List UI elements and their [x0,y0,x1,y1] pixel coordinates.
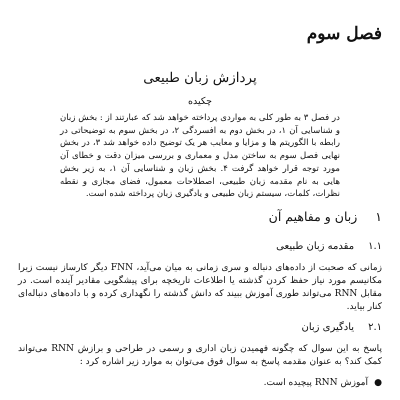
section-number: ۱ [375,209,382,224]
subsection-heading [18,241,382,252]
section-heading [18,209,382,224]
document-title: پردازش زبان طبیعی [143,70,257,86]
subsection-heading [18,322,382,333]
list-item-text: آموزش RNN پیچیده است. [263,378,369,388]
abstract-heading: چکیده [188,96,212,107]
bullet-icon: ● [374,378,382,388]
chapter-title: فصل سوم [306,24,382,44]
subsection-title: مقدمه زبان طبیعی [276,241,355,252]
subsection-number: ۱.۱ [368,241,382,252]
abstract-text: در فصل ۳ به طور کلی به مواردی پرداخته خواهد شد که عبارتند از : بخش زبان و شناسایی آن ۱، در بخش دوم به افسردگی ۲، در بخش سوم به توضیحاتی در رابطه با الگوریتم ها و مزایا و معایب هر یک توضیح داده خواهد شد ۳، در بخش نهایی فصل سوم به ساختن مدل و معماری و بررسی میزان دقت و خطای آن مورد توجه قرار خواهد گرفت ۴. بخش زبان و شناسایی آن ۱، به زیر بخش هایی به نام مقدمه زبان طبیعی، اصطلاحات معمول، فضای مجازی و نقطه نظرات، کلمات، سیستم زبان طبیعی و یادگیری زبان پرداخته شده است. [60,113,341,200]
subsection-paragraph: پاسخ به این سوال که چگونه فهمیدن زبان اداری و رسمی در طراحی و برازش RNN می‌تواند کمک کند؟ به عنوان مقدمه پاسخ به سوال فوق می‌توان به موارد زیر اشاره کرد : [18,344,382,367]
subsection-number: ۲.۱ [368,322,382,333]
subsection-paragraph: زمانی که صحبت از داده‌های دنباله و سری زمانی به میان می‌آید، FNN دیگر کارساز نیست زیرا مکانیسم مورد نیاز حفظ کردن گذشته یا اطلاعات تاریخچه برای پیشگویی مقادیر آینده است. در مقابل RNN می‌تواند طوری آموزش ببیند که دانش گذشته را نگهداری کرده و با داده‌های دنباله‌ای کنار بیاید. [18,263,382,312]
subsection-title: یادگیری زبان [301,322,355,333]
list-item [18,378,382,388]
section-title: زبان و مفاهیم آن [268,209,358,224]
